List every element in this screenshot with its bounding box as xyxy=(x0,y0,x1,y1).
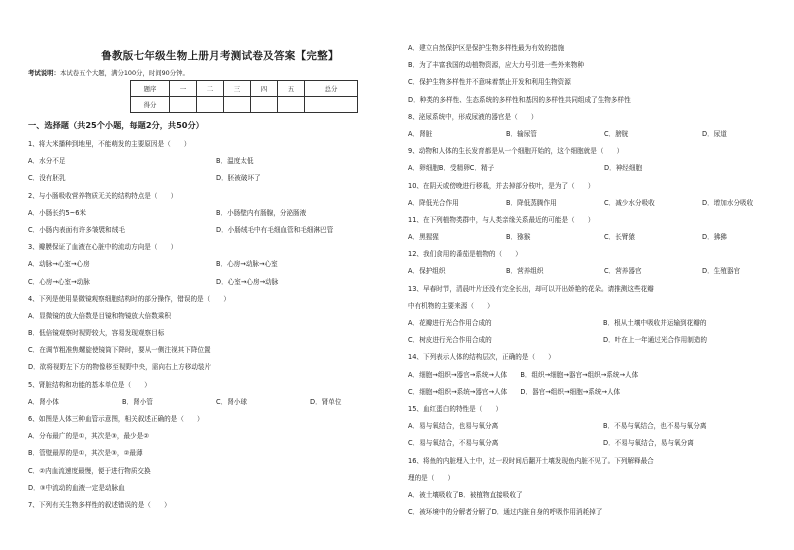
answer-option: A．肾小体 xyxy=(28,397,59,406)
score-cell xyxy=(305,97,358,113)
answer-option: B．输尿管 xyxy=(506,129,537,138)
answer-options xyxy=(408,160,778,177)
answer-option: D．不易与氧结合，易与氧分离 xyxy=(603,439,694,448)
exam-note-text: 本试卷五个大题，满分100分，时间90分钟。 xyxy=(59,69,189,77)
text-line: A．细胞→组织→器官→系统→人体 B．组织→细胞→器官→组织→系统→人体 xyxy=(408,370,639,379)
answer-option: A．花瓣进行光合作用合成的 xyxy=(408,319,492,327)
question-text: 10、在阴天或傍晚进行移栽，并去掉部分枝叶，是为了（ ） xyxy=(408,181,595,190)
answer-option: A．肾脏 xyxy=(408,129,433,138)
text-line: A．被土壤吸收了B．被植物直接吸收了 xyxy=(408,490,523,499)
text-line: B．为了丰富我国的动植物资源，应大力号引进一些外来物种 xyxy=(408,61,584,70)
answer-option: B．不易与氧结合，也不易与氧分离 xyxy=(603,422,707,431)
text-line: C．细胞→组织→系统→器官→人体 D．器官→组织→细胞→系统→人体 xyxy=(408,387,621,396)
answer-option: D．叶在上一年通过光合作用制造的 xyxy=(603,336,707,345)
answer-option: A．小肠长约5~6米 xyxy=(28,208,86,217)
text-line: D．欲将视野左下方的物像移至视野中央，需向右上方移动装片 xyxy=(28,363,212,372)
answer-option: B．营养组织 xyxy=(506,267,544,276)
answer-options xyxy=(28,274,388,291)
score-header-cell: 四 xyxy=(251,81,278,97)
question-text: 6、如图是人体三种血管示意图，相关叙述正确的是（ ） xyxy=(28,415,204,423)
answer-option: D．胚被破坏了 xyxy=(216,174,261,183)
answer-option: A．易与氧结合，也易与氧分离 xyxy=(408,422,499,431)
question-text: 1、将大米播种到地里，不能萌发的主要原因是（ ） xyxy=(28,140,191,148)
question-text: 11、在下列植物类群中，与人类亲缘关系最近的可能是（ ） xyxy=(408,215,595,224)
answer-option: C．肾小球 xyxy=(216,397,247,406)
answer-option: D．生殖器官 xyxy=(702,267,741,276)
score-header-cell: 题序 xyxy=(131,81,170,97)
answer-option: B．心房→动脉→心室 xyxy=(216,260,278,269)
text-line: C．在调节粗准焦螺旋使镜筒下降时，要从一侧注视其下降位置 xyxy=(28,346,211,355)
score-table-header-row xyxy=(131,81,358,97)
text-line: C．保护生物多样性并不意味着禁止开发和利用生物资源 xyxy=(408,78,571,87)
answer-option: D．心室→心房→动脉 xyxy=(216,277,279,286)
score-row-label: 得分 xyxy=(131,97,170,113)
question-text: 13、早春时节，清晨叶片还没有完全长出，却可以开出娇艳的花朵。请推测这些花瓣 xyxy=(408,284,654,293)
answer-option: C．小肠内表面有许多皱襞和绒毛 xyxy=(28,225,125,234)
page-title: 鲁教版七年级生物上册月考测试卷及答案【完整】 xyxy=(101,50,339,62)
question-text: 16、将鱼的内脏埋入土中，过一段时间后翻开土壤发现鱼内脏不见了。下列解释最合 xyxy=(408,456,654,465)
text-line: 中有机物的主要来源（ ） xyxy=(408,301,494,310)
question-text: 7、下列有关生物多样性的叙述错误的是（ ） xyxy=(28,500,171,509)
answer-option: D．肾单位 xyxy=(310,397,342,406)
answer-options xyxy=(408,315,778,332)
score-header-cell: 五 xyxy=(278,81,305,97)
answer-option: D．尿道 xyxy=(702,129,727,138)
answer-options xyxy=(28,256,388,273)
exam-note-label: 考试说明： xyxy=(28,69,60,77)
answer-options xyxy=(28,170,388,187)
text-line: D．种类的多样性、生态系统的多样性和基因的多样性共同组成了生物多样性 xyxy=(408,95,631,104)
score-cell xyxy=(251,97,278,113)
text-line: C．被环境中的分解者分解了D．通过内脏自身的呼吸作用消耗掉了 xyxy=(408,508,603,517)
text-line: B．低倍镜观察时视野较大，容易发现观察目标 xyxy=(28,329,165,338)
answer-option: C．减少水分吸收 xyxy=(604,198,655,207)
answer-option: C．心房→心室→动脉 xyxy=(28,277,90,286)
answer-options xyxy=(408,435,778,452)
answer-options xyxy=(408,332,778,349)
question-text: 9、动物和人体的生长发育都是从一个细胞开始的，这个细胞就是（ ） xyxy=(408,147,624,156)
answer-option: C．没有胚乳 xyxy=(28,174,66,183)
score-header-cell: 二 xyxy=(197,81,224,97)
answer-option: A．黑猩猩 xyxy=(408,233,439,242)
answer-option: B．肾小管 xyxy=(122,397,153,406)
answer-option: A．动脉→心室→心房 xyxy=(28,260,90,269)
answer-option: B．猕猴 xyxy=(506,233,531,242)
score-cell xyxy=(170,97,197,113)
answer-option: D．增加水分吸收 xyxy=(702,198,754,207)
answer-option: B．小肠壁内有肠腺，分泌肠液 xyxy=(216,208,307,217)
answer-option: C．易与氧结合，不易与氧分离 xyxy=(408,439,499,448)
text-line: D．③中流动的血液一定是动脉血 xyxy=(28,483,125,492)
text-line: A．分布最广的是①，其次是③，最少是② xyxy=(28,432,150,441)
exam-note xyxy=(28,68,189,77)
text-line: 理的是（ ） xyxy=(408,473,455,482)
answer-options xyxy=(28,222,388,239)
score-header-cell: 三 xyxy=(224,81,251,97)
answer-option: A．保护组织 xyxy=(408,267,446,276)
answer-options xyxy=(28,153,388,170)
answer-options xyxy=(408,229,778,246)
answer-option: D．狒狒 xyxy=(702,233,727,242)
answer-options xyxy=(28,394,388,411)
answer-option: B．降低蒸腾作用 xyxy=(506,198,557,207)
answer-option: B．温度太低 xyxy=(216,157,254,166)
score-table xyxy=(130,80,358,113)
question-text: 4、下列是使用显微镜观察细胞结构时的部分操作，错误的是（ ） xyxy=(28,294,231,303)
question-text: 8、泌尿系统中，形成尿液的器官是（ ） xyxy=(408,112,538,121)
text-line: A．显微镜的放大倍数是目镜和物镜放大倍数乘积 xyxy=(28,311,171,320)
text-line: A．建立自然保护区是保护生物多样性最为有效的措施 xyxy=(408,44,565,52)
answer-option: C．树皮进行光合作用合成的 xyxy=(408,336,492,345)
question-text: 3、瓣膜保证了血液在心脏中的流动方向是（ ） xyxy=(28,243,178,252)
answer-option: C．营养器官 xyxy=(604,267,642,276)
answer-option: D．小肠绒毛中有毛细血管和毛细淋巴管 xyxy=(216,225,334,234)
answer-options xyxy=(408,126,778,143)
answer-option: C．膀胱 xyxy=(604,129,629,138)
question-text: 12、我们食用的番茄是植物的（ ） xyxy=(408,250,522,259)
score-cell xyxy=(197,97,224,113)
answer-options xyxy=(408,195,778,212)
score-header-cell: 一 xyxy=(170,81,197,97)
score-cell xyxy=(278,97,305,113)
answer-options xyxy=(28,205,388,222)
answer-options xyxy=(408,418,778,435)
right-column xyxy=(408,40,778,521)
score-table-score-row xyxy=(131,97,358,113)
answer-option: A．降低光合作用 xyxy=(408,198,459,207)
question-text: 2、与小肠吸收营养物质无关的结构特点是（ ） xyxy=(28,191,178,200)
answer-option: A．卵细胞B．受精卵C．精子 xyxy=(408,164,495,173)
left-column xyxy=(28,136,388,514)
text-line: C．②内血流速度最慢，便于进行物质交换 xyxy=(28,466,151,475)
question-text: 15、血红蛋白的特性是（ ） xyxy=(408,404,503,413)
answer-option: C．长臂猿 xyxy=(604,233,635,242)
text-line: B．管壁最厚的是①，其次是③，②最薄 xyxy=(28,449,143,458)
question-text: 14、下列表示人体的结构层次，正确的是（ ） xyxy=(408,353,555,362)
answer-option: B．根从土壤中吸收并运输到花瓣的 xyxy=(603,319,707,327)
question-text: 5、肾脏结构和功能的基本单位是（ ） xyxy=(28,380,151,389)
score-header-cell: 总分 xyxy=(305,81,358,97)
answer-option: A．水分不足 xyxy=(28,157,66,166)
section-heading: 一、选择题（共25个小题，每题2分，共50分） xyxy=(28,120,204,130)
score-cell xyxy=(224,97,251,113)
answer-options xyxy=(408,263,778,280)
answer-option: D．神经细胞 xyxy=(604,164,643,173)
